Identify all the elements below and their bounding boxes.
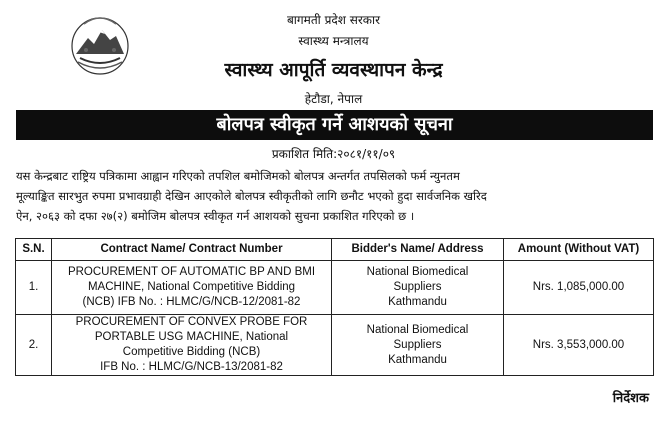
bidder-line: National Biomedical	[366, 266, 469, 278]
row-sn: 1.	[16, 261, 52, 315]
ministry-name: स्वास्थ्य मन्त्रालय	[298, 34, 369, 48]
notice-body-line: यस केन्द्रबाट राष्ट्रिय पत्रिकामा आह्वान गरिएको तपशिल बमोजिमको बोलपत्र अन्तर्गत तपसिलको फर्म न्युनतम	[16, 169, 460, 183]
contract-line: PORTABLE USG MACHINE, National	[94, 331, 289, 343]
header-bidder: Bidder's Name/ Address	[332, 239, 504, 261]
notice-title-banner: बोलपत्र स्वीकृत गर्ने आशयको सूचना	[16, 110, 653, 140]
contract-table	[15, 238, 654, 376]
table-header-row	[16, 239, 654, 261]
table-row	[16, 315, 654, 376]
bidder-line: National Biomedical	[366, 323, 469, 336]
row-amount: Nrs. 3,553,000.00	[504, 315, 654, 376]
row-bidder	[332, 315, 504, 376]
government-name: बागमती प्रदेश सरकार	[286, 13, 381, 27]
notice-body-line: मूल्याङ्कित सारभुत रुपमा प्रभावग्राही देखिन आएकोले बोलपत्र स्वीकृतीको लागि छनौट भएको हुदा सार्वजनिक खरिद	[16, 189, 487, 203]
notice-body	[16, 166, 653, 226]
bidder-line: Kathmandu	[388, 353, 447, 366]
signatory-title: निर्देशक	[612, 391, 649, 406]
bidder-line: Suppliers	[393, 281, 442, 293]
header-contract: Contract Name/ Contract Number	[52, 239, 332, 261]
contract-line: IFB No. : HLMC/G/NCB-13/2081-82	[100, 361, 283, 373]
row-sn: 2.	[16, 315, 52, 376]
contract-line: (NCB) IFB No. : HLMC/G/NCB-12/2081-82	[82, 296, 301, 308]
row-amount: Nrs. 1,085,000.00	[504, 261, 654, 315]
bidder-line: Kathmandu	[388, 296, 447, 308]
header-amount: Amount (Without VAT)	[504, 239, 654, 261]
row-contract	[52, 261, 332, 315]
contract-line: Competitive Bidding (NCB)	[122, 346, 261, 358]
contract-line: PROCUREMENT OF CONVEX PROBE FOR	[75, 316, 308, 328]
contract-line: PROCUREMENT OF AUTOMATIC BP AND BMI	[67, 266, 316, 278]
row-bidder	[332, 261, 504, 315]
office-name: स्वास्थ्य आपूर्ति व्यवस्थापन केन्द्र	[224, 59, 443, 81]
contract-line: MACHINE, National Competitive Bidding	[87, 281, 296, 293]
published-date: प्रकाशित मिति:२०८१/११/०९	[271, 147, 396, 161]
row-contract	[52, 315, 332, 376]
table-row	[16, 261, 654, 315]
header-sn: S.N.	[16, 239, 52, 261]
notice-body-line: ऐन, २०६३ को दफा २७(२) बमोजिम बोलपत्र स्वीकृत गर्न आशयको सुचना प्रकाशित गरिएको छ ।	[16, 209, 415, 223]
office-location: हेटौडा, नेपाल	[304, 92, 363, 106]
bidder-line: Suppliers	[393, 338, 442, 351]
